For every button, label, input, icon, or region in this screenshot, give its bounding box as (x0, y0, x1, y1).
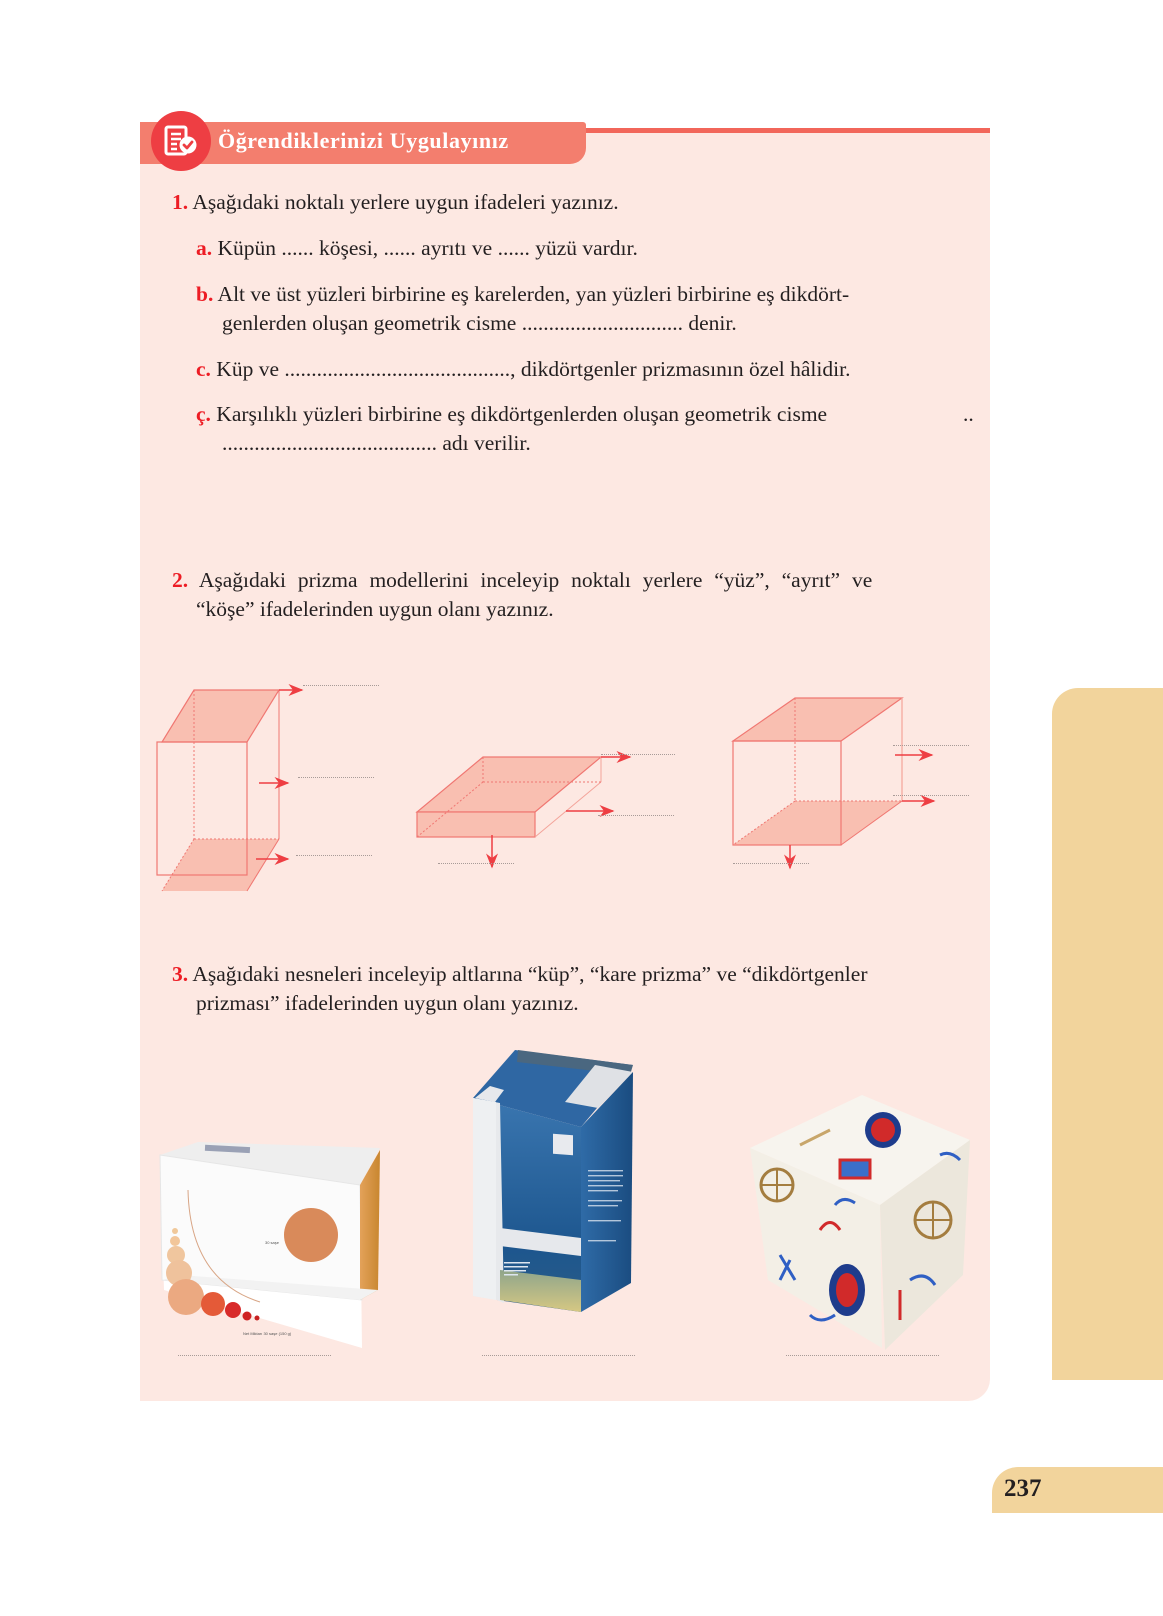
page-number: 237 (1004, 1475, 1042, 1502)
item-letter: b. (196, 282, 214, 306)
item-tail-dots: .. (963, 402, 974, 426)
answer-blank[interactable] (296, 855, 372, 856)
question-3 (172, 960, 867, 989)
blue-tall-box-photo (470, 1050, 640, 1340)
svg-text:30 saşe: 30 saşe (265, 1240, 280, 1245)
item-text-line-1: Karşılıklı yüzleri birbirine eş dikdörtgenlerden oluşan geometrik cisme (216, 402, 828, 426)
question-number: 3. (172, 962, 189, 986)
question-1a (196, 234, 638, 263)
header-rule (560, 128, 990, 133)
question-1b (196, 280, 849, 309)
question-2-line-2: “köşe” ifadelerinden uygun olanı yazınız. (196, 597, 554, 621)
answer-blank[interactable] (298, 777, 374, 778)
answer-blank[interactable] (178, 1355, 331, 1356)
answer-blank[interactable] (786, 1355, 939, 1356)
answer-blank[interactable] (893, 795, 969, 796)
answer-blank[interactable] (893, 745, 969, 746)
question-1 (172, 188, 619, 217)
item-letter: c. (196, 357, 211, 381)
answer-blank[interactable] (733, 863, 809, 864)
question-number: 1. (172, 190, 189, 214)
item-text-line-1: Alt ve üst yüzleri birbirine eş karelerden, yan yüzleri birbirine eş dikdört- (217, 282, 850, 306)
answer-blank[interactable] (303, 685, 379, 686)
question-1c-cedilla-line-2: ........................................ adı verilir. (222, 431, 531, 455)
square-prism-figure (150, 655, 390, 875)
item-letter: ç. (196, 402, 211, 426)
supplement-box-photo (150, 1130, 390, 1336)
item-text: Küp ve .........................................., dikdörtgenler prizmasının özel hâlidir. (216, 357, 851, 381)
answer-blank[interactable] (598, 815, 674, 816)
chapter-side-tab (1052, 688, 1163, 1380)
item-letter: a. (196, 236, 213, 260)
question-1c-cedilla (196, 400, 827, 429)
question-text: Aşağıdaki noktalı yerlere uygun ifadeleri yazınız. (192, 190, 619, 214)
question-3-line-2: prizması” ifadelerinden uygun olanı yazınız. (196, 991, 579, 1015)
question-text-line-1: Aşağıdaki nesneleri inceleyip altlarına “küp”, “kare prizma” ve “dikdörtgenler (192, 962, 868, 986)
answer-blank[interactable] (438, 863, 514, 864)
answer-blank[interactable] (601, 754, 675, 755)
item-text: Küpün ...... köşesi, ...... ayrıtı ve ...... yüzü vardır. (217, 236, 638, 260)
question-number: 2. (172, 568, 189, 592)
question-text-line-1: Aşağıdaki prizma modellerini inceleyip noktalı yerlere “yüz”, “ayrıt” ve (198, 568, 873, 592)
checklist-icon (151, 111, 211, 171)
svg-text:Net Miktarı 30 saşe (150 g): Net Miktarı 30 saşe (150 g) (243, 1331, 292, 1336)
question-2 (172, 566, 978, 595)
section-title: Öğrendiklerinizi Uygulayınız (218, 128, 509, 153)
answer-blank[interactable] (482, 1355, 635, 1356)
nautical-cube-box-photo (720, 1060, 970, 1350)
flat-rectangular-prism-figure (390, 715, 690, 875)
question-1c (196, 355, 850, 384)
cube-figure (700, 665, 980, 875)
question-1b-line-2: genlerden oluşan geometrik cisme .............................. denir. (222, 311, 737, 335)
